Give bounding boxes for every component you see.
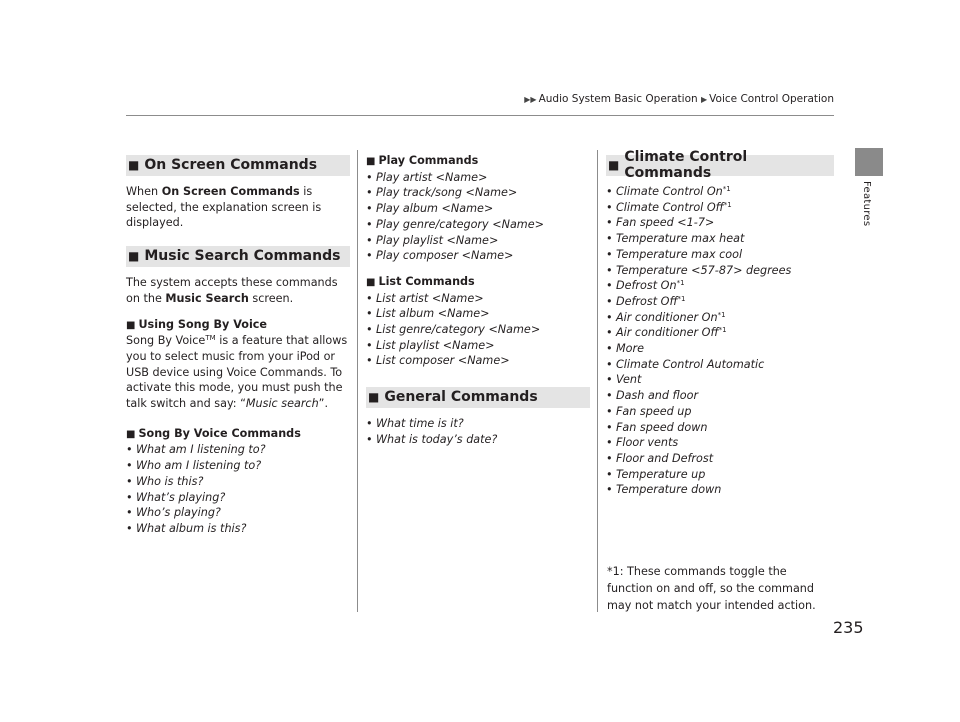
list-item: • Play composer <Name> — [366, 248, 590, 264]
text: When — [126, 185, 162, 198]
list-item: • List artist <Name> — [366, 291, 590, 307]
breadcrumb-section[interactable]: Audio System Basic Operation — [538, 93, 698, 105]
bold-term: On Screen Commands — [161, 185, 300, 198]
list-item: • Who’s playing? — [126, 505, 350, 521]
subheading-list-commands — [366, 274, 590, 291]
section-heading-music-search — [126, 246, 350, 267]
subheading-label: Song By Voice Commands — [138, 426, 301, 440]
column-divider — [597, 150, 598, 612]
list-item: • What’s playing? — [126, 490, 350, 506]
item-text: Defrost On — [616, 279, 677, 293]
command-list — [366, 291, 590, 370]
list-item — [606, 310, 834, 326]
list-item — [606, 420, 834, 436]
footnote-mark: *1 — [722, 185, 731, 193]
item-text: Temperature up — [616, 467, 706, 481]
page-number: 235 — [833, 618, 864, 637]
paragraph-on-screen — [126, 184, 350, 231]
item-text: Temperature max heat — [616, 232, 745, 246]
square-bullet-icon: ■ — [128, 157, 140, 172]
list-item: • Play playlist <Name> — [366, 233, 590, 249]
list-item — [606, 435, 834, 451]
list-item: • List playlist <Name> — [366, 338, 590, 354]
header-rule — [126, 115, 834, 116]
command-list — [606, 184, 834, 498]
list-item — [606, 231, 834, 247]
item-text: Temperature max cool — [616, 247, 743, 261]
square-bullet-icon: ■ — [368, 389, 380, 404]
italic-command: Music search — [245, 397, 319, 411]
item-text: Vent — [616, 373, 642, 387]
chapter-tab-marker — [855, 148, 883, 176]
command-list — [366, 416, 590, 447]
list-item — [606, 200, 834, 216]
square-bullet-icon: ■ — [608, 157, 620, 172]
list-item: • What album is this? — [126, 521, 350, 537]
text: ”. — [318, 397, 329, 411]
item-text: More — [616, 342, 644, 356]
heading-label: General Commands — [384, 388, 538, 405]
text: Song By Voice — [126, 334, 206, 348]
square-bullet-icon: ■ — [366, 156, 376, 167]
item-text: Air conditioner On — [616, 310, 718, 324]
list-item: • What am I listening to? — [126, 442, 350, 458]
list-item: • Play artist <Name> — [366, 170, 590, 186]
list-item: • Play album <Name> — [366, 201, 590, 217]
triangle-right-icon: ▶ — [701, 95, 708, 104]
list-item — [606, 247, 834, 263]
list-item — [606, 215, 834, 231]
item-text: Air conditioner Off — [616, 326, 719, 340]
list-item: • List composer <Name> — [366, 353, 590, 369]
square-bullet-icon: ■ — [366, 276, 376, 288]
trademark-mark: TM — [205, 334, 216, 343]
list-item: • Who is this? — [126, 474, 350, 490]
heading-label: Climate Control Commands — [624, 148, 748, 181]
footnote-mark: *1 — [717, 310, 726, 319]
list-item — [606, 482, 834, 498]
list-item — [606, 357, 834, 373]
item-text: Fan speed down — [616, 420, 708, 434]
item-text: Temperature <57-87> degrees — [616, 263, 792, 277]
text: is a feature that allows you to select music from your iPod or USB device using Voice Commands. To activate this mode, you must push the talk switch and say: “ — [126, 334, 348, 411]
footnote-mark: *1 — [718, 326, 727, 335]
list-item: • What time is it? — [366, 416, 590, 432]
subheading-play-commands — [366, 153, 590, 170]
breadcrumb — [524, 93, 834, 105]
list-item — [606, 294, 834, 310]
heading-label: On Screen Commands — [144, 156, 318, 173]
list-item — [606, 184, 834, 200]
command-list — [366, 170, 590, 264]
triangle-right-icon: ▶▶ — [524, 95, 537, 104]
list-item — [606, 451, 834, 467]
list-item: • Play genre/category <Name> — [366, 217, 590, 233]
item-text: Defrost Off — [616, 294, 678, 308]
column-middle — [366, 153, 590, 448]
section-heading-climate — [606, 148, 834, 181]
list-item: • Play track/song <Name> — [366, 185, 590, 201]
section-heading-general — [366, 387, 590, 408]
item-text: Climate Control Off — [616, 200, 724, 214]
list-item — [606, 278, 834, 294]
column-divider — [357, 150, 358, 612]
list-item: • List album <Name> — [366, 306, 590, 322]
column-right — [606, 150, 834, 498]
item-text: Climate Control Automatic — [616, 357, 765, 371]
item-text: Floor and Defrost — [616, 451, 714, 465]
footnote-mark: *1 — [723, 200, 732, 209]
chapter-tab-label: Features — [861, 181, 872, 227]
list-item — [606, 467, 834, 483]
list-item: • What is today’s date? — [366, 432, 590, 448]
square-bullet-icon: ■ — [126, 428, 136, 440]
subheading-label: Play Commands — [378, 154, 479, 167]
list-item: • List genre/category <Name> — [366, 322, 590, 338]
heading-label: Music Search Commands — [144, 247, 341, 264]
footnote-mark: *1 — [676, 279, 685, 288]
list-item — [606, 325, 834, 341]
item-text: Dash and floor — [616, 389, 699, 403]
section-heading-on-screen — [126, 155, 350, 176]
subheading-song-by-voice-commands — [126, 426, 350, 443]
item-text: Floor vents — [616, 436, 679, 450]
subheading-label: List Commands — [378, 274, 475, 288]
text: screen. — [248, 291, 294, 305]
list-item — [606, 372, 834, 388]
item-text: Fan speed <1-7> — [616, 216, 715, 230]
column-left — [126, 150, 350, 537]
item-text: Climate Control On — [616, 185, 723, 198]
text: The system accepts these commands on the — [126, 276, 338, 305]
paragraph-music-search — [126, 275, 350, 306]
square-bullet-icon: ■ — [128, 248, 140, 263]
list-item — [606, 341, 834, 357]
paragraph-song-by-voice — [126, 333, 350, 412]
footnote-mark: *1 — [677, 294, 686, 303]
list-item — [606, 263, 834, 279]
command-list — [126, 442, 350, 536]
list-item — [606, 388, 834, 404]
square-bullet-icon: ■ — [126, 319, 136, 331]
footnote: *1: These commands toggle the function on and off, so the command may not match your intended action. — [607, 565, 816, 612]
subheading-using-song-by-voice — [126, 317, 350, 334]
item-text: Temperature down — [616, 483, 722, 497]
breadcrumb-current[interactable]: Voice Control Operation — [709, 93, 834, 105]
list-item: • Who am I listening to? — [126, 458, 350, 474]
item-text: Fan speed up — [616, 404, 692, 418]
text: is selected, the explanation screen is displayed. — [126, 185, 322, 230]
bold-term: Music Search — [165, 291, 249, 305]
list-item — [606, 404, 834, 420]
subheading-label: Using Song By Voice — [138, 317, 268, 331]
